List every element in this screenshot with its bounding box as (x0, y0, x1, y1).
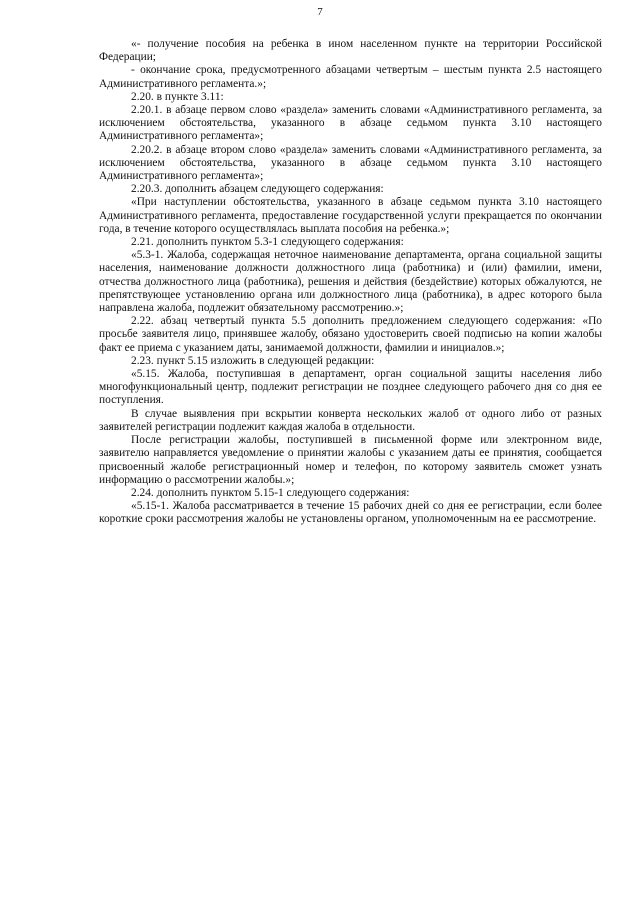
paragraph: - окончание срока, предусмотренного абзацами четвертым – шестым пункта 2.5 настоящего Административного регламента.»; (99, 64, 602, 90)
paragraph: «5.3-1. Жалоба, содержащая неточное наименование департамента, органа социальной защиты населения, наименование должности должностного лица (работника) и (или) фамилии, имени, отчества должностного лица (работника), решения и действия (бездействие) которых обжалуются, не препятствующее установлению органа или должностного лица (работника), в адрес которого была направлена жалоба, подлежит обязательному рассмотрению.»; (99, 249, 602, 315)
paragraph: «5.15-1. Жалоба рассматривается в течение 15 рабочих дней со дня ее регистрации, если более короткие сроки рассмотрения жалобы не установлены органом, уполномоченным на ее рассмотрение. (99, 500, 602, 526)
paragraph: 2.20.3. дополнить абзацем следующего содержания: (131, 183, 384, 196)
paragraph: В случае выявления при вскрытии конверта нескольких жалоб от одного либо от разных заявителей регистрации подлежит каждая жалоба в отдельности. (99, 407, 602, 433)
paragraph: 2.20.1. в абзаце первом слово «раздела» заменить словами «Административного регламента, за исключением обстоятельства, указанного в абзаце седьмом пункта 3.10 настоящего Административного регламента»; (99, 104, 602, 143)
paragraph: 2.24. дополнить пунктом 5.15-1 следующего содержания: (131, 486, 410, 499)
paragraph: «При наступлении обстоятельства, указанного в абзаце седьмом пункта 3.10 настоящего Административного регламента, предоставление государственной услуги прекращается по окончании года, в течение которого осуществлялась выплата пособия на ребенка.»; (99, 196, 602, 235)
paragraph: 2.23. пункт 5.15 изложить в следующей редакции: (131, 354, 375, 367)
paragraph: 2.20.2. в абзаце втором слово «раздела» заменить словами «Административного регламента, за исключением обстоятельства, указанного в абзаце седьмом пункта 3.10 настоящего Административного регламента»; (99, 143, 602, 183)
page-number: 7 (317, 6, 323, 18)
paragraph: «- получение пособия на ребенка в ином населенном пункте на территории Российской Федерации; (99, 38, 602, 64)
paragraph: «5.15. Жалоба, поступившая в департамент, орган социальной защиты населения либо многофункциональный центр, подлежит регистрации не позднее следующего рабочего дня со дня ее поступления. (99, 368, 602, 407)
paragraph: После регистрации жалобы, поступившей в письменной форме или электронном виде, заявителю направляется уведомление о принятии жалобы с указанием даты ее принятия, сообщается присвоенный жалобе регистрационный номер и телефон, по которому заявитель сможет узнать информацию о рассмотрении жалобы.»; (99, 434, 602, 486)
paragraph: 2.21. дополнить пунктом 5.3-1 следующего содержания: (131, 236, 404, 249)
document-body (99, 38, 602, 527)
paragraph: 2.22. абзац четвертый пункта 5.5 дополнить предложением следующего содержания: «По просьбе заявителя лицо, принявшее жалобу, обязано удостоверить своей подписью на копии жалобы факт ее приема с указанием даты, занимаемой должности, фамилии и инициалов.»; (99, 315, 602, 354)
paragraph: 2.20. в пункте 3.11: (131, 90, 224, 103)
